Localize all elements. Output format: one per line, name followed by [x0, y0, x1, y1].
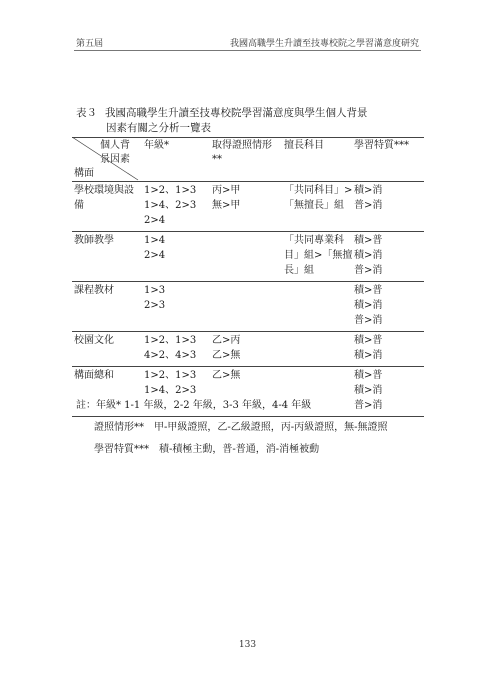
cell-trait: 積>普: [354, 235, 383, 246]
cell-trait: 普>消: [354, 200, 383, 211]
cell-label: 教師教學: [74, 235, 114, 246]
note-license: 證照情形** 甲-甲級證照，乙-乙級證照，丙-丙級證照，無-無證照: [94, 422, 388, 433]
cell-subject: 「共同科目」>: [284, 185, 353, 196]
col-header-grade: 年級*: [144, 140, 169, 151]
col-header-license-mark: **: [212, 154, 222, 165]
cell-grade: 1>4、2>3: [144, 385, 197, 396]
cell-grade: 1>4、2>3: [144, 200, 197, 211]
table-caption: [76, 106, 416, 136]
cell-subject: 「無擅長」組: [284, 200, 344, 211]
table-number: 表３: [76, 107, 97, 119]
cell-trait: 積>普: [354, 370, 383, 381]
table-row-rule: [72, 231, 424, 232]
col-header-license: 取得證照情形: [212, 140, 272, 151]
cell-trait: 積>普: [354, 335, 383, 346]
cell-grade: 1>2、1>3: [144, 335, 197, 346]
cell-subject: 長」組: [284, 265, 314, 276]
cell-label: 學校環境與設: [74, 185, 134, 196]
header-rule: [74, 50, 421, 51]
cell-grade: 4>2、4>3: [144, 350, 197, 361]
table-bottom-rule: [72, 416, 424, 417]
caption-line-2: 因素有關之分析一覽表: [106, 122, 211, 134]
cell-grade: 1>2、1>3: [144, 185, 197, 196]
col-header-trait: 學習特質***: [354, 140, 409, 151]
table-row-rule: [72, 366, 424, 367]
cell-grade: 2>4: [144, 215, 166, 226]
cell-trait: 積>普: [354, 285, 383, 296]
page-number: 133: [238, 640, 257, 650]
table-top-rule: [72, 137, 424, 138]
cell-grade: 2>3: [144, 300, 166, 311]
cell-grade: 1>2、1>3: [144, 370, 197, 381]
corner-label-top: 個人背: [100, 140, 130, 151]
table-header-rule: [72, 181, 424, 182]
corner-label-bottom: 構面: [74, 168, 94, 179]
cell-label: 構面總和: [74, 370, 114, 381]
cell-grade: 1>3: [144, 285, 166, 296]
cell-license: 乙>丙: [212, 335, 241, 346]
cell-subject: 「共同專業科: [284, 235, 344, 246]
col-header-subject: 擅長科目: [284, 140, 324, 151]
caption-line-1: 我國高職學生升讀至技專校院學習滿意度與學生個人背景: [105, 107, 368, 119]
note-grade: 註：年級* 1-1 年級，2-2 年級，3-3 年級，4-4 年級: [76, 400, 312, 411]
cell-trait: 積>消: [354, 300, 383, 311]
cell-license: 乙>無: [212, 370, 241, 381]
cell-license: 丙>甲: [212, 185, 241, 196]
running-header-right: 我國高職學生升讀至技專校院之學習滿意度研究: [229, 39, 419, 49]
note-trait: 學習特質*** 積-積極主動，普-普通，消-消極被動: [94, 444, 320, 455]
cell-label: 校園文化: [74, 335, 114, 346]
cell-trait: 普>消: [354, 400, 383, 411]
cell-grade: 2>4: [144, 250, 166, 261]
cell-trait: 積>消: [354, 385, 383, 396]
cell-grade: 1>4: [144, 235, 166, 246]
running-header-left: 第五屆: [76, 39, 104, 49]
cell-trait: 積>消: [354, 350, 383, 361]
cell-label: 課程教材: [74, 285, 114, 296]
cell-license: 乙>無: [212, 350, 241, 361]
corner-label-mid: 景因素: [100, 154, 130, 165]
cell-subject: 目」組>「無擅: [284, 250, 353, 261]
cell-trait: 普>消: [354, 265, 383, 276]
cell-trait: 普>消: [354, 315, 383, 326]
cell-label: 備: [74, 200, 84, 211]
cell-trait: 積>消: [354, 250, 383, 261]
table-row-rule: [72, 331, 424, 332]
table-row-rule: [72, 281, 424, 282]
cell-license: 無>甲: [212, 200, 241, 211]
cell-trait: 積>消: [354, 185, 383, 196]
